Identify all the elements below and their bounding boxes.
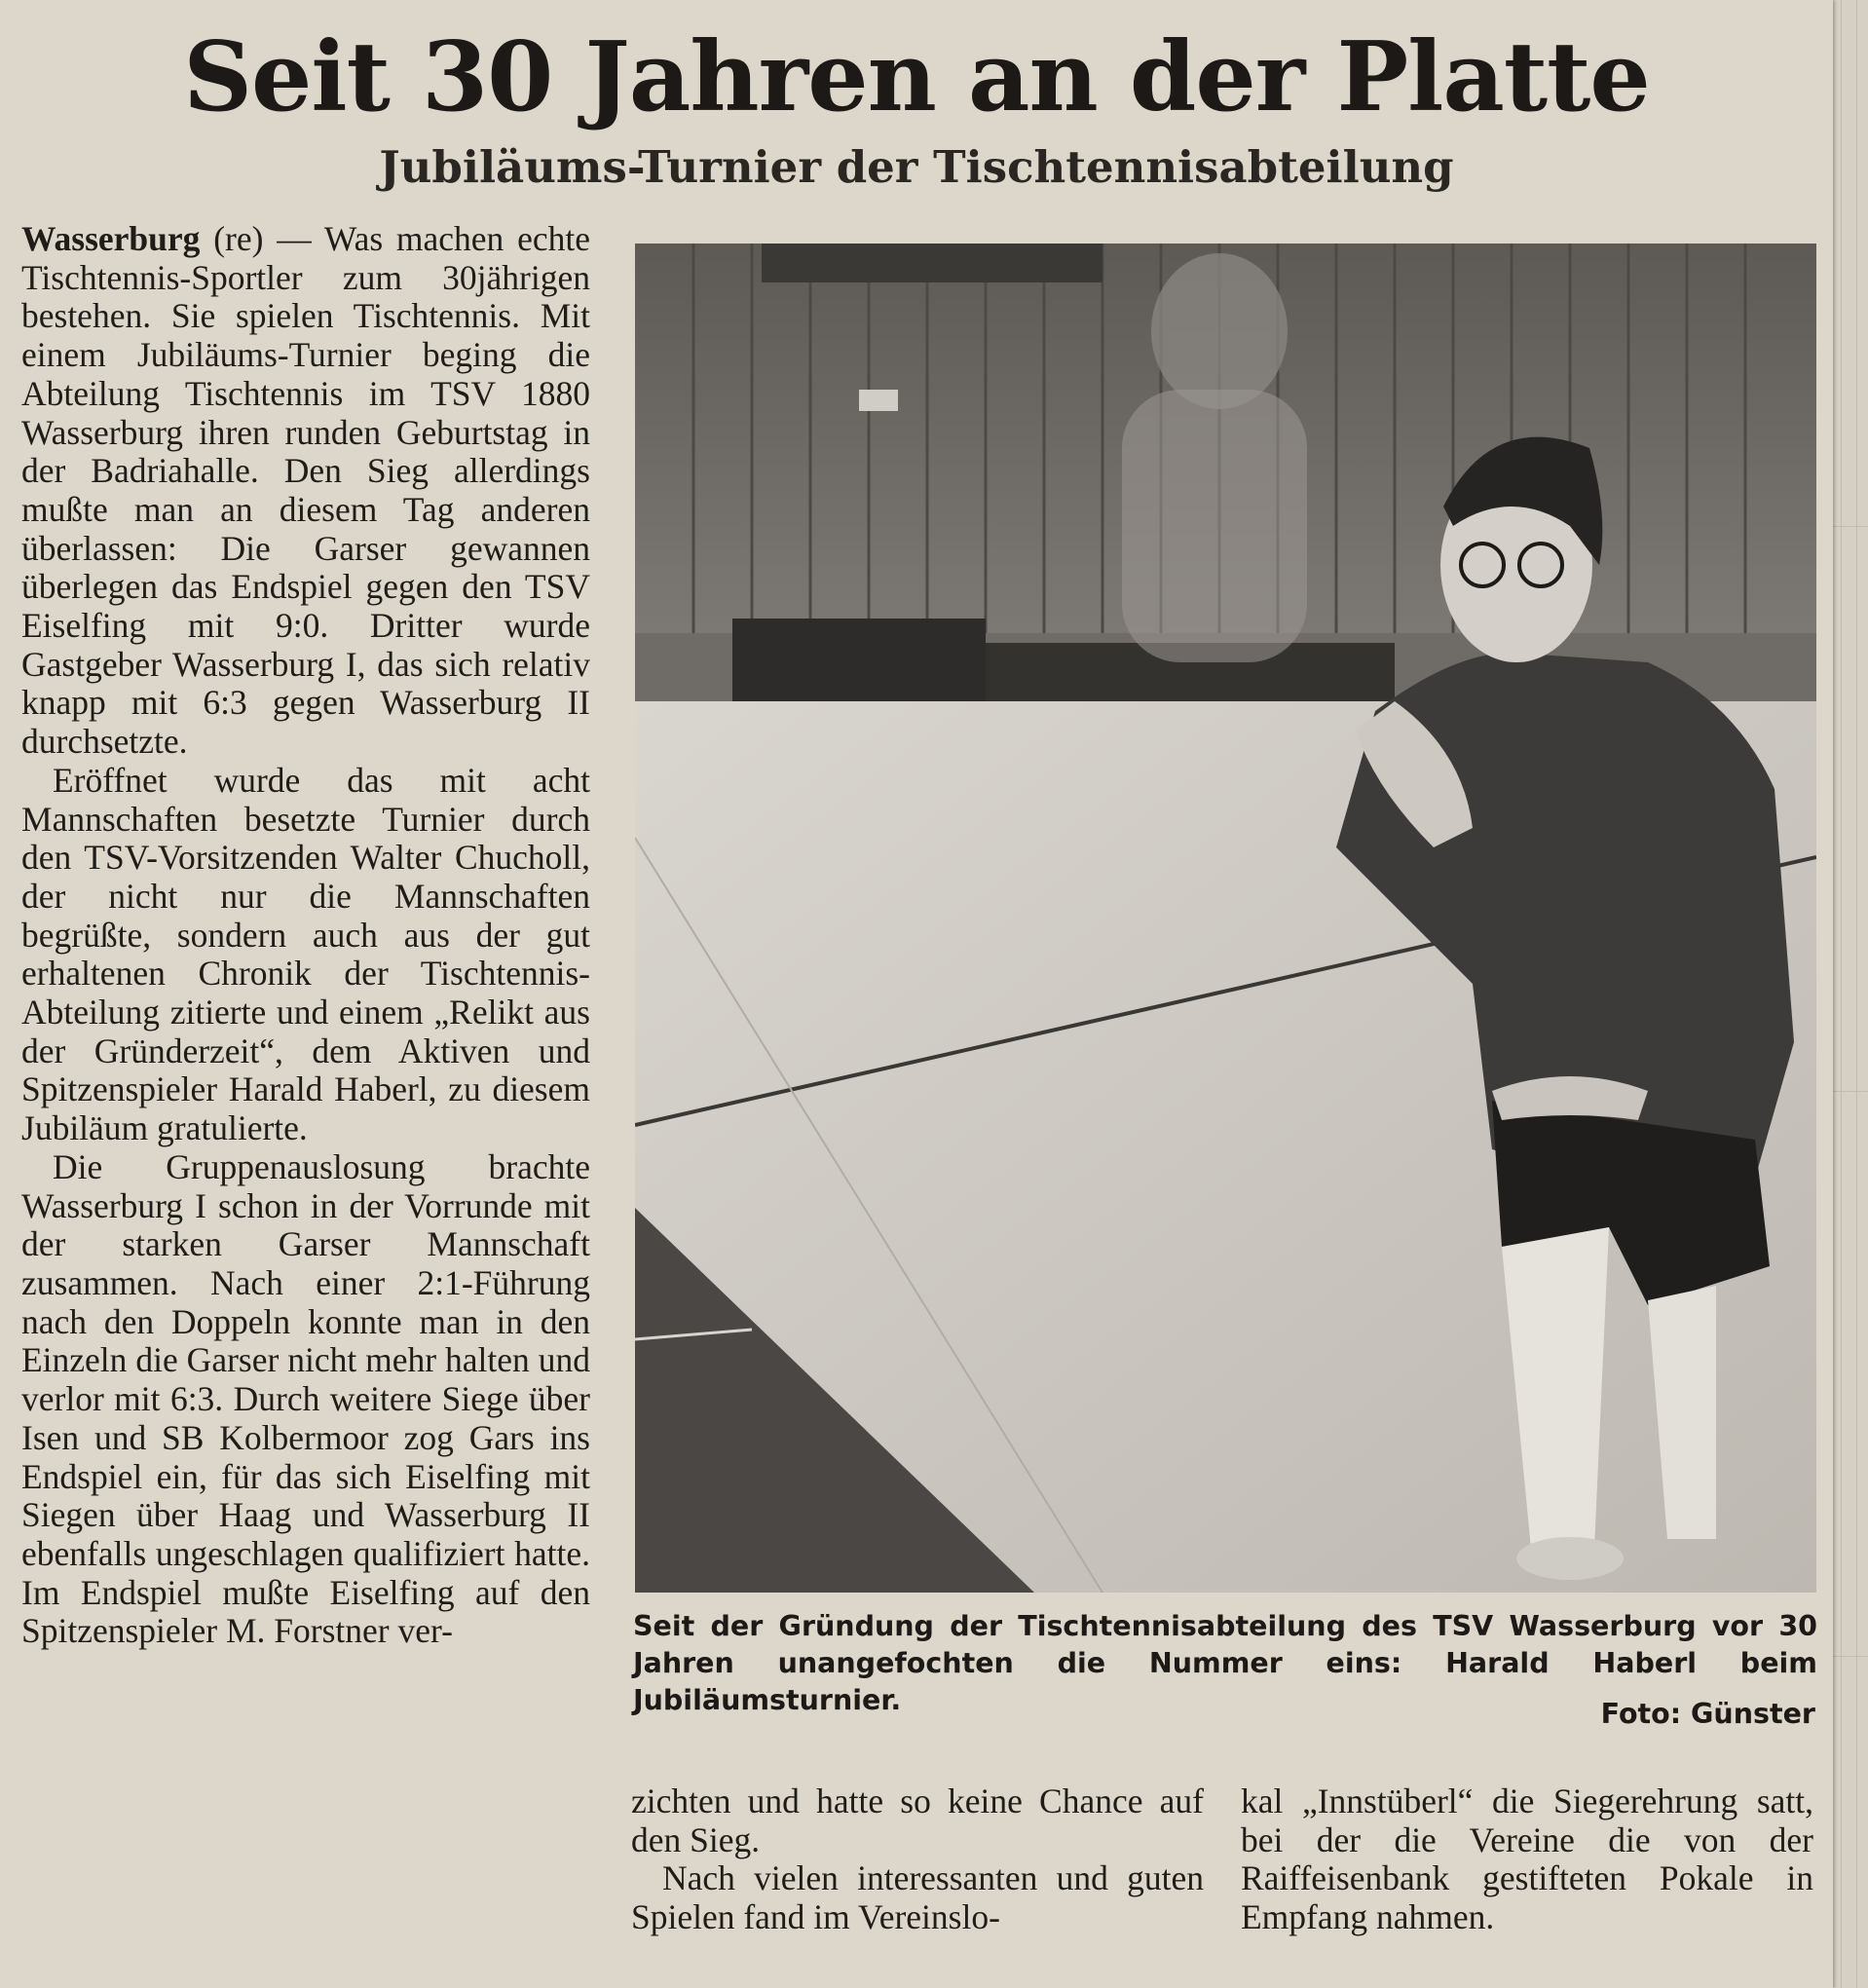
grid-line: [1833, 1656, 1868, 1657]
subheadline: Jubiläums-Turnier der Tischtennisabteilung: [379, 141, 1454, 193]
article-column-1: [21, 220, 590, 1651]
photo-illustration: [635, 244, 1816, 1593]
article-column-2: [631, 1782, 1204, 1937]
photo-caption: Seit der Gründung der Tischtennisabteilung des TSV Wasserburg vor 30 Jahren unangefochten die Nummer eins: Harald Haberl beim Jubiläumsturnier.: [633, 1610, 1817, 1716]
grid-line: [1841, 0, 1842, 1988]
photo-table-tennis-player: [635, 244, 1816, 1593]
paragraph: kal „Innstüberl“ die Siegerehrung satt, bei der die Vereine die von der Raiffeisenbank gestifteten Pokale in Empfang nahmen.: [1241, 1782, 1813, 1937]
grid-line: [1833, 1091, 1868, 1092]
paragraph: Nach vielen interessanten und guten Spielen fand im Vereinslo-: [631, 1858, 1204, 1937]
photo-credit: Foto: Günster: [1600, 1698, 1815, 1730]
paragraph-text: (re) — Was machen echte Tischtennis-Sportler zum 30jährigen bestehen. Sie spielen Tischtennis. Mit einem Jubiläums-Turnier beging die Abteilung Tischtennis im TSV 1880 Wasserburg ihren runden Geburtstag in der Badriahalle. Den Sieg allerdings mußte man an diesem Tag anderen überlassen: Die Garser gewannen überlegen das Endspiel gegen den TSV Eiselfing mit 9:0. Dritter wurde Gastgeber Wasserburg I, das sich relativ knapp mit 6:3 gegen Wasserburg II durchsetzte.: [21, 219, 590, 762]
dateline: Wasserburg: [21, 219, 201, 258]
paragraph: Eröffnet wurde das mit acht Mannschaften besetzte Turnier durch den TSV-Vorsitzenden Walter Chucholl, der nicht nur die Mannschaften begrüßte, sondern auch aus der gut erhaltenen Chronik der Tischtennis-Abteilung zitierte und einem „Relikt aus der Gründerzeit“, dem Aktiven und Spitzenspieler Harald Haberl, zu diesem Jubiläum gratulierte.: [21, 760, 590, 1148]
paragraph: Die Gruppenauslosung brachte Wasserburg I schon in der Vorrunde mit der starken Garser Mannschaft zusammen. Nach einer 2:1-Führung nach den Doppeln konnte man in den Einzeln die Garser nicht mehr halten und verlor mit 6:3. Durch weitere Siege über Isen und SB Kolbermoor zog Gars ins Endspiel ein, für das sich Eiselfing mit Siegen über Haag und Wasserburg II ebenfalls ungeschlagen qualifiziert hatte. Im Endspiel mußte Eiselfing auf den Spitzenspieler M. Forstner ver-: [21, 1146, 590, 1651]
grid-line: [1856, 0, 1857, 1988]
paragraph: [21, 220, 590, 762]
headline: Seit 30 Jahren an der Platte: [183, 21, 1650, 133]
grid-line: [1833, 526, 1868, 527]
paragraph: zichten und hatte so keine Chance auf den Sieg.: [631, 1782, 1204, 1859]
article-column-3: [1241, 1782, 1813, 1937]
